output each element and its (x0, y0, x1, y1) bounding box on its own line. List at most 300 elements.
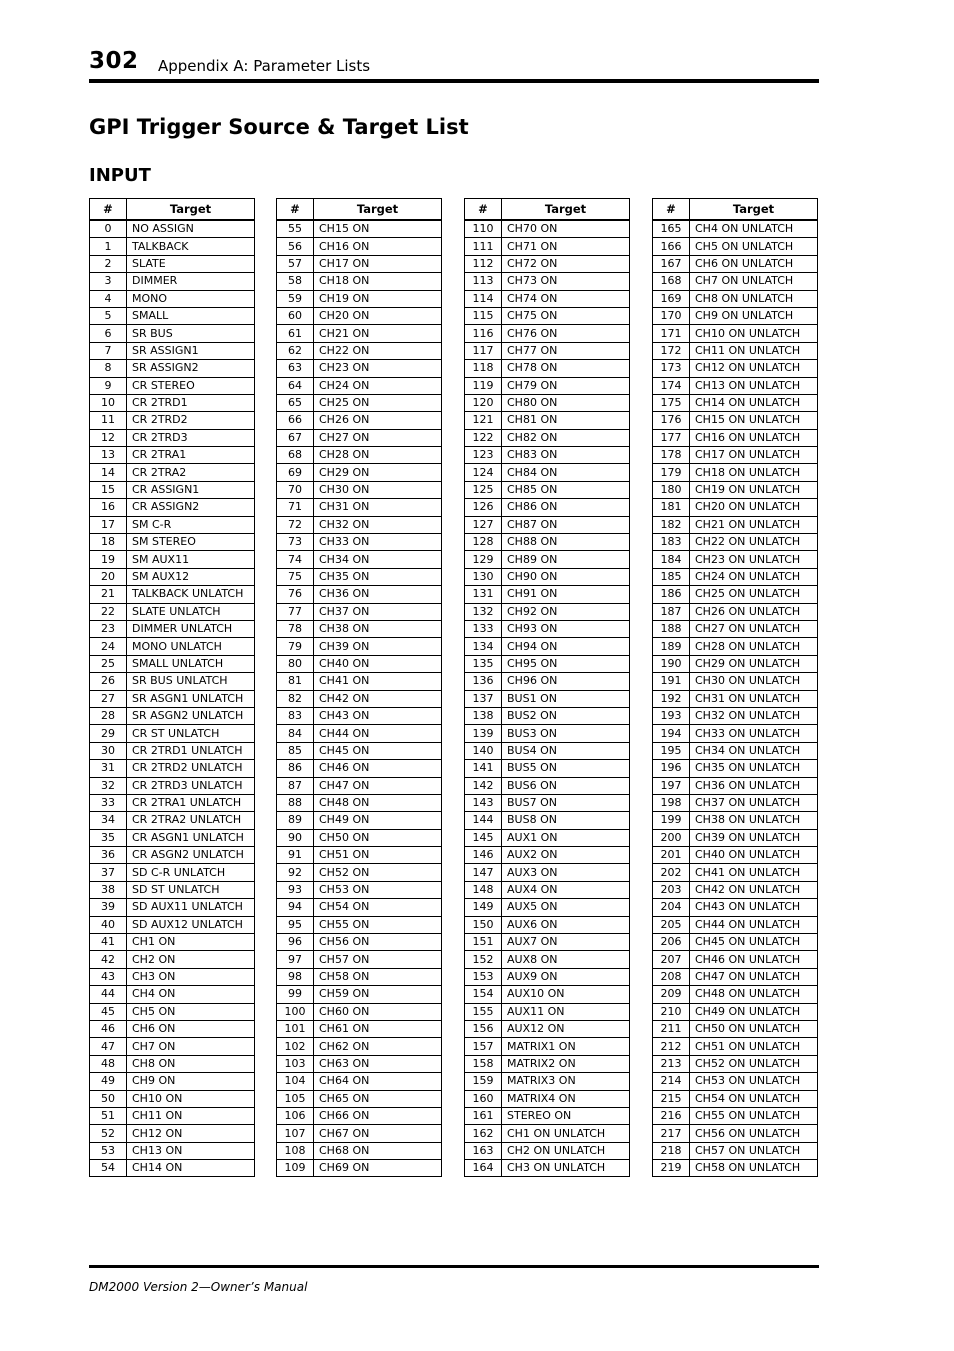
row-target: CH32 ON UNLATCH (690, 707, 818, 724)
table-row (465, 1020, 630, 1037)
table-row (277, 934, 442, 951)
row-target: CH49 ON UNLATCH (690, 1003, 818, 1020)
row-target: CH8 ON (127, 1055, 255, 1072)
table-row (465, 655, 630, 672)
row-number: 145 (465, 829, 502, 846)
row-number: 38 (90, 881, 127, 898)
row-number: 50 (90, 1090, 127, 1107)
row-target: CH46 ON (314, 760, 442, 777)
row-number: 207 (653, 951, 690, 968)
row-target: SLATE (127, 255, 255, 272)
row-number: 24 (90, 638, 127, 655)
row-target: CH4 ON (127, 986, 255, 1003)
row-target: SM STEREO (127, 534, 255, 551)
row-number: 133 (465, 620, 502, 637)
row-number: 3 (90, 273, 127, 290)
row-number: 146 (465, 847, 502, 864)
row-target: CH23 ON UNLATCH (690, 551, 818, 568)
row-number: 160 (465, 1090, 502, 1107)
table-row (653, 551, 818, 568)
row-target: CH65 ON (314, 1090, 442, 1107)
row-target: CH40 ON (314, 655, 442, 672)
row-target: CH33 ON (314, 534, 442, 551)
row-target: CH28 ON UNLATCH (690, 638, 818, 655)
row-target: CH68 ON (314, 1142, 442, 1159)
table-row (277, 794, 442, 811)
row-target: CR 2TRD3 (127, 429, 255, 446)
table-row (90, 916, 255, 933)
row-number: 111 (465, 238, 502, 255)
row-target: CH47 ON UNLATCH (690, 968, 818, 985)
row-number: 185 (653, 568, 690, 585)
page-number: 302 (89, 48, 139, 74)
row-number: 136 (465, 673, 502, 690)
row-target: CH5 ON UNLATCH (690, 238, 818, 255)
row-target: CH63 ON (314, 1055, 442, 1072)
row-number: 186 (653, 586, 690, 603)
row-number: 66 (277, 412, 314, 429)
row-number: 6 (90, 325, 127, 342)
row-number: 205 (653, 916, 690, 933)
row-number: 113 (465, 273, 502, 290)
table-row (465, 290, 630, 307)
table-row (90, 707, 255, 724)
row-number: 8 (90, 360, 127, 377)
table-row (277, 429, 442, 446)
row-target: CR ASSIGN1 (127, 481, 255, 498)
row-target: SR ASSIGN1 (127, 342, 255, 359)
row-number: 208 (653, 968, 690, 985)
row-number: 69 (277, 464, 314, 481)
row-number: 203 (653, 881, 690, 898)
table-row (653, 273, 818, 290)
row-number: 34 (90, 812, 127, 829)
table-row (277, 777, 442, 794)
table-row (277, 847, 442, 864)
row-number: 204 (653, 899, 690, 916)
row-target: CH12 ON UNLATCH (690, 360, 818, 377)
table-row (90, 307, 255, 324)
row-target: CH70 ON (502, 220, 630, 238)
row-target: CH19 ON UNLATCH (690, 481, 818, 498)
row-target: CH95 ON (502, 655, 630, 672)
row-number: 67 (277, 429, 314, 446)
table-row (277, 829, 442, 846)
table-row (465, 551, 630, 568)
row-target: CH11 ON (127, 1107, 255, 1124)
row-number: 115 (465, 307, 502, 324)
table-row (90, 394, 255, 411)
row-target: AUX7 ON (502, 934, 630, 951)
row-number: 57 (277, 255, 314, 272)
row-target: CH25 ON (314, 394, 442, 411)
row-number: 45 (90, 1003, 127, 1020)
table-row (465, 1142, 630, 1159)
row-target: CH72 ON (502, 255, 630, 272)
row-target: CH41 ON UNLATCH (690, 864, 818, 881)
row-target: CR 2TRA2 UNLATCH (127, 812, 255, 829)
row-number: 137 (465, 690, 502, 707)
table-row (653, 812, 818, 829)
table-row (277, 1003, 442, 1020)
table-row (465, 986, 630, 1003)
row-number: 202 (653, 864, 690, 881)
row-number: 60 (277, 307, 314, 324)
table-row (277, 1125, 442, 1142)
row-target: CH47 ON (314, 777, 442, 794)
row-target: CH48 ON (314, 794, 442, 811)
row-target: CH14 ON (127, 1160, 255, 1177)
row-number: 0 (90, 220, 127, 238)
table-row (653, 447, 818, 464)
row-target: CH22 ON (314, 342, 442, 359)
table-row (277, 534, 442, 551)
row-number: 103 (277, 1055, 314, 1072)
row-number: 196 (653, 760, 690, 777)
row-target: CH26 ON (314, 412, 442, 429)
row-target: CH18 ON (314, 273, 442, 290)
table-row (653, 516, 818, 533)
row-target: CH31 ON UNLATCH (690, 690, 818, 707)
table-row (277, 273, 442, 290)
row-number: 86 (277, 760, 314, 777)
row-target: CH49 ON (314, 812, 442, 829)
table-row (277, 464, 442, 481)
row-target: CH6 ON (127, 1020, 255, 1037)
row-number: 197 (653, 777, 690, 794)
table-row (277, 342, 442, 359)
table-row (465, 342, 630, 359)
table-row (90, 1003, 255, 1020)
row-number: 169 (653, 290, 690, 307)
table-row (277, 1038, 442, 1055)
row-number: 112 (465, 255, 502, 272)
row-target: CH79 ON (502, 377, 630, 394)
table-row (90, 499, 255, 516)
row-target: CH42 ON UNLATCH (690, 881, 818, 898)
row-number: 129 (465, 551, 502, 568)
table-row (90, 690, 255, 707)
table-row (90, 568, 255, 585)
row-number: 19 (90, 551, 127, 568)
table-row (277, 707, 442, 724)
row-number: 30 (90, 742, 127, 759)
row-target: CH25 ON UNLATCH (690, 586, 818, 603)
parameter-tables (0, 198, 954, 1238)
table-row (90, 516, 255, 533)
table-row (277, 1055, 442, 1072)
row-number: 213 (653, 1055, 690, 1072)
table-row (653, 342, 818, 359)
row-number: 123 (465, 447, 502, 464)
row-target: CR ST UNLATCH (127, 725, 255, 742)
row-number: 155 (465, 1003, 502, 1020)
row-number: 161 (465, 1107, 502, 1124)
table-header-row (277, 199, 442, 221)
table-row (277, 499, 442, 516)
row-target: CH43 ON (314, 707, 442, 724)
row-number: 121 (465, 412, 502, 429)
row-target: CH23 ON (314, 360, 442, 377)
table-row (90, 1073, 255, 1090)
row-target: CH38 ON UNLATCH (690, 812, 818, 829)
row-number: 126 (465, 499, 502, 516)
row-number: 134 (465, 638, 502, 655)
row-target: SLATE UNLATCH (127, 603, 255, 620)
row-target: CH51 ON (314, 847, 442, 864)
table-row (465, 586, 630, 603)
subsection-title: INPUT (89, 165, 151, 186)
row-number: 63 (277, 360, 314, 377)
row-number: 210 (653, 1003, 690, 1020)
row-target: TALKBACK (127, 238, 255, 255)
row-number: 14 (90, 464, 127, 481)
row-number: 192 (653, 690, 690, 707)
table-row (90, 951, 255, 968)
table-row (465, 1160, 630, 1177)
row-target: CH91 ON (502, 586, 630, 603)
table-row (277, 238, 442, 255)
table-row (653, 586, 818, 603)
table-row (465, 307, 630, 324)
row-number: 181 (653, 499, 690, 516)
row-target: CH2 ON UNLATCH (502, 1142, 630, 1159)
row-target: CH55 ON UNLATCH (690, 1107, 818, 1124)
table-row (277, 760, 442, 777)
row-target: CH53 ON (314, 881, 442, 898)
table-row (653, 534, 818, 551)
table-row (465, 481, 630, 498)
row-number: 23 (90, 620, 127, 637)
row-target: CH76 ON (502, 325, 630, 342)
row-number: 16 (90, 499, 127, 516)
row-target: MONO (127, 290, 255, 307)
row-number: 59 (277, 290, 314, 307)
row-number: 91 (277, 847, 314, 864)
row-target: CH32 ON (314, 516, 442, 533)
row-target: CH69 ON (314, 1160, 442, 1177)
table-row (90, 255, 255, 272)
row-number: 142 (465, 777, 502, 794)
row-target: CH54 ON (314, 899, 442, 916)
table-row (465, 725, 630, 742)
row-number: 43 (90, 968, 127, 985)
row-number: 168 (653, 273, 690, 290)
row-number: 97 (277, 951, 314, 968)
row-number: 166 (653, 238, 690, 255)
row-target: CH59 ON (314, 986, 442, 1003)
row-number: 162 (465, 1125, 502, 1142)
row-target: CH96 ON (502, 673, 630, 690)
row-number: 90 (277, 829, 314, 846)
table-row (465, 360, 630, 377)
row-number: 167 (653, 255, 690, 272)
row-number: 198 (653, 794, 690, 811)
row-number: 150 (465, 916, 502, 933)
row-target: MATRIX3 ON (502, 1073, 630, 1090)
row-target: SM AUX12 (127, 568, 255, 585)
row-target: CH33 ON UNLATCH (690, 725, 818, 742)
table-row (653, 394, 818, 411)
row-target: CR 2TRD2 (127, 412, 255, 429)
row-target: CH34 ON UNLATCH (690, 742, 818, 759)
row-number: 194 (653, 725, 690, 742)
row-target: CH15 ON UNLATCH (690, 412, 818, 429)
row-target: CH35 ON (314, 568, 442, 585)
row-target: AUX6 ON (502, 916, 630, 933)
row-number: 18 (90, 534, 127, 551)
table-row (465, 899, 630, 916)
footer-rule (89, 1265, 819, 1268)
row-target: CH52 ON (314, 864, 442, 881)
table-row (465, 847, 630, 864)
row-target: MATRIX2 ON (502, 1055, 630, 1072)
table-row (277, 881, 442, 898)
row-number: 80 (277, 655, 314, 672)
row-number: 148 (465, 881, 502, 898)
row-target: CH7 ON UNLATCH (690, 273, 818, 290)
row-target: AUX10 ON (502, 986, 630, 1003)
row-number: 149 (465, 899, 502, 916)
row-number: 93 (277, 881, 314, 898)
table-row (653, 968, 818, 985)
row-target: CH15 ON (314, 220, 442, 238)
row-target: CH84 ON (502, 464, 630, 481)
column-header-num: # (90, 199, 127, 221)
row-number: 147 (465, 864, 502, 881)
row-number: 26 (90, 673, 127, 690)
row-number: 76 (277, 586, 314, 603)
row-target: CR ASGN1 UNLATCH (127, 829, 255, 846)
row-number: 163 (465, 1142, 502, 1159)
row-number: 178 (653, 447, 690, 464)
table-row (653, 916, 818, 933)
table-row (90, 290, 255, 307)
row-target: CH85 ON (502, 481, 630, 498)
table-row (653, 638, 818, 655)
row-number: 49 (90, 1073, 127, 1090)
row-number: 183 (653, 534, 690, 551)
row-number: 105 (277, 1090, 314, 1107)
row-number: 216 (653, 1107, 690, 1124)
table-row (90, 725, 255, 742)
row-number: 170 (653, 307, 690, 324)
row-number: 37 (90, 864, 127, 881)
row-number: 89 (277, 812, 314, 829)
row-target: CH66 ON (314, 1107, 442, 1124)
row-target: BUS5 ON (502, 760, 630, 777)
row-target: CH6 ON UNLATCH (690, 255, 818, 272)
row-target: CH20 ON UNLATCH (690, 499, 818, 516)
row-number: 104 (277, 1073, 314, 1090)
row-target: CH36 ON (314, 586, 442, 603)
row-number: 10 (90, 394, 127, 411)
table-row (465, 412, 630, 429)
table-row (653, 1160, 818, 1177)
table-row (277, 255, 442, 272)
row-target: CH2 ON (127, 951, 255, 968)
row-target: CH53 ON UNLATCH (690, 1073, 818, 1090)
row-number: 73 (277, 534, 314, 551)
table-row (653, 499, 818, 516)
table-row (465, 881, 630, 898)
table-row (277, 325, 442, 342)
table-row (277, 481, 442, 498)
row-number: 28 (90, 707, 127, 724)
footer-text: DM2000 Version 2—Owner’s Manual (89, 1280, 308, 1294)
row-number: 65 (277, 394, 314, 411)
table-row (277, 412, 442, 429)
row-number: 159 (465, 1073, 502, 1090)
table-row (465, 220, 630, 238)
row-number: 29 (90, 725, 127, 742)
table-row (653, 1003, 818, 1020)
row-target: AUX11 ON (502, 1003, 630, 1020)
table-row (465, 638, 630, 655)
row-number: 92 (277, 864, 314, 881)
column-header-target: Target (127, 199, 255, 221)
row-target: CH39 ON UNLATCH (690, 829, 818, 846)
row-target: CR 2TRD3 UNLATCH (127, 777, 255, 794)
column-header-num: # (277, 199, 314, 221)
table-row (653, 220, 818, 238)
row-number: 12 (90, 429, 127, 446)
row-target: CH90 ON (502, 568, 630, 585)
table-row (277, 620, 442, 637)
row-target: CR 2TRA1 (127, 447, 255, 464)
row-target: CH55 ON (314, 916, 442, 933)
table-row (465, 673, 630, 690)
table-row (653, 377, 818, 394)
row-number: 56 (277, 238, 314, 255)
row-number: 114 (465, 290, 502, 307)
row-number: 101 (277, 1020, 314, 1037)
row-number: 75 (277, 568, 314, 585)
table-row (277, 290, 442, 307)
header-rule (89, 79, 819, 83)
table-row (277, 603, 442, 620)
table-row (465, 690, 630, 707)
table-row (653, 1142, 818, 1159)
row-number: 214 (653, 1073, 690, 1090)
table-row (277, 986, 442, 1003)
row-number: 206 (653, 934, 690, 951)
row-number: 132 (465, 603, 502, 620)
row-number: 109 (277, 1160, 314, 1177)
row-number: 187 (653, 603, 690, 620)
table-row (465, 707, 630, 724)
row-target: AUX2 ON (502, 847, 630, 864)
table-row (90, 238, 255, 255)
table-row (653, 1038, 818, 1055)
row-target: CH27 ON UNLATCH (690, 620, 818, 637)
table-header-row (90, 199, 255, 221)
row-number: 182 (653, 516, 690, 533)
table-row (465, 1125, 630, 1142)
table-row (465, 377, 630, 394)
row-target: CH92 ON (502, 603, 630, 620)
row-number: 15 (90, 481, 127, 498)
row-number: 20 (90, 568, 127, 585)
row-target: BUS3 ON (502, 725, 630, 742)
table-row (653, 690, 818, 707)
row-target: SD AUX11 UNLATCH (127, 899, 255, 916)
row-target: CH1 ON (127, 934, 255, 951)
table-row (90, 986, 255, 1003)
row-target: TALKBACK UNLATCH (127, 586, 255, 603)
row-target: SR ASGN2 UNLATCH (127, 707, 255, 724)
column-header-num: # (465, 199, 502, 221)
